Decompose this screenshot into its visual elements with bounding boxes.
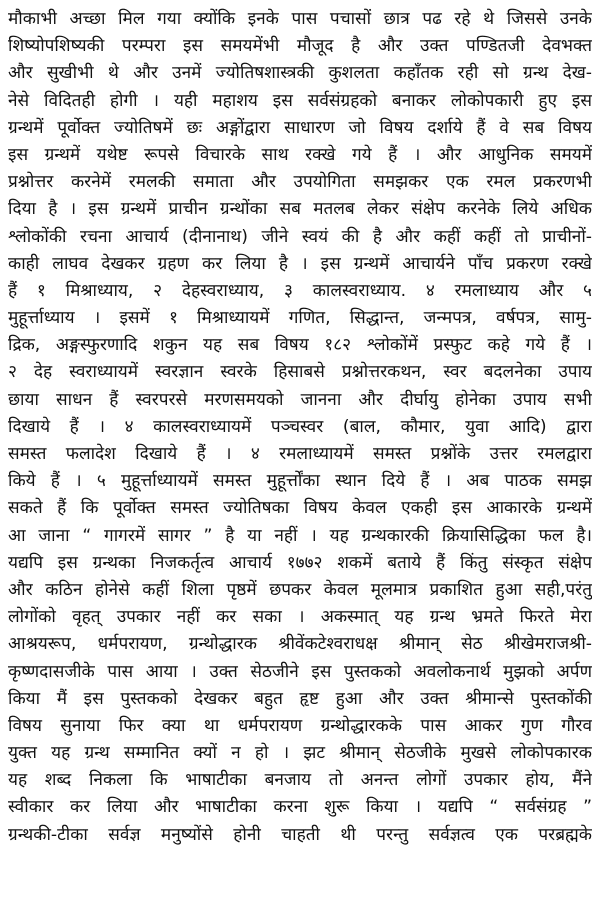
text-line: छाया साधन हैं स्वरपरसे मरणसमयको जानना और दीर्घायु होनेका उपाय सभी <box>8 389 592 410</box>
text-line: कृष्णदासजीके पास आया । उक्त सेठजीने इस पुस्तकको अवलोकनार्थ मुझको अर्पण <box>8 661 592 682</box>
text-line: श्लोकोंकी रचना आचार्य (दीनानाथ) जीने स्वयं की है और कहीं कहीं तो प्राचीनों- <box>8 226 592 247</box>
text-line: मौकाभी अच्छा मिल गया क्योंकि इनके पास पचासों छात्र पढ रहे थे जिससे उनके <box>8 9 592 29</box>
text-line: आश्रयरूप, धर्मपरायण, ग्रन्थोद्धारक श्रीवेंकटेश्वराधक्ष श्रीमान् सेठ श्रीखेमराजश्री- <box>8 634 592 655</box>
text-line: दिया है । इस ग्रन्थमें प्राचीन ग्रन्थोंका सब मतलब लेकर संक्षेप करनेके लिये अधिक <box>8 199 592 220</box>
text-line: युक्त यह ग्रन्थ सम्मानित क्यों न हो । झट श्रीमान् सेठजीके मुखसे लोकोपकारक <box>8 743 592 764</box>
text-line: दिखाये हैं । ४ कालस्वराध्यायमें पञ्चस्वर (बाल, कौमार, युवा आदि) द्वारा <box>8 416 592 437</box>
text-line: किया मैं इस पुस्तकको देखकर बहुत हृष्ट हुआ और उक्त श्रीमान्से पुस्तकोंकी <box>8 688 592 709</box>
text-line: द्रिक, अङ्गस्फुरणादि शकुन यह सब विषय १८२ श्लोकोंमें प्रस्फुट कहे गये हैं । <box>8 335 592 356</box>
text-line: किये हैं । ५ मुहूर्त्ताध्यायमें समस्त मुहूर्त्तोंका स्थान दिये हैं । अब पाठक समझ <box>8 471 592 492</box>
text-line: लोगोंको वृहत् उपकार नहीं कर सका । अकस्मात् यह ग्रन्थ भ्रमते फिरते मेरा <box>8 607 592 628</box>
text-line: हैं १ मिश्राध्याय, २ देहस्वराध्याय, ३ कालस्वराध्याय. ४ रमलाध्याय और ५ <box>8 280 592 301</box>
text-line: ग्रन्थकी-टीका सर्वज्ञ मनुष्योंसे होनी चाहती थी परन्तु सर्वज्ञत्व एक परब्रह्मके <box>8 824 592 845</box>
text-line: सकते हैं कि पूर्वोक्त समस्त ज्योतिषका विषय केवल एकही इस आकारके ग्रन्थमें <box>8 498 592 519</box>
text-line: ग्रन्थमें पूर्वोक्त ज्योतिषमें छः अङ्गोंद्वारा साधारण जो विषय दर्शाये हैं वे सब विषय <box>8 117 592 138</box>
text-line: यह शब्द निकला कि भाषाटीका बनजाय तो अनन्त लोगों उपकार होय, मैंने <box>8 770 592 791</box>
text-line: और कठिन होनेसे कहीं शिला पृष्ठमें छपकर केवल मूलमात्र प्रकाशित हुआ सही,परंतु <box>8 579 592 600</box>
text-line: विषय सुनाया फिर क्या था धर्मपरायण ग्रन्थोद्धारकके पास आकर गुण गौरव <box>8 715 592 736</box>
text-line: नेसे विदितही होगी । यही महाशय इस सर्वसंग्रहको बनाकर लोकोपकारी हुए इस <box>8 90 592 111</box>
text-line: और सुखीभी थे और उनमें ज्योतिषशास्त्रकी कुशलता कहाँतक रही सो ग्रन्थ देख- <box>8 63 592 84</box>
text-line: आ जाना “ गागरमें सागर ” है या नहीं । यह ग्रन्थकारकी क्रियासिद्धिका फल है। <box>8 525 592 546</box>
text-line: मुहूर्त्ताध्याय । इसमें १ मिश्राध्यायमें गणित, सिद्धान्त, जन्मपत्र, वर्षपत्र, सामु- <box>8 308 592 329</box>
text-line: स्वीकार कर लिया और भाषाटीका करना शुरू किया । यद्यपि “ सर्वसंग्रह ” <box>8 797 592 818</box>
text-line: शिष्योपशिष्यकी परम्परा इस समयमेंभी मौजूद है और उक्त पण्डितजी देवभक्त <box>8 36 592 57</box>
text-line: समस्त फलादेश दिखाये हैं । ४ रमलाध्यायमें समस्त प्रश्नोंके उत्तर रमलद्वारा <box>8 444 592 464</box>
text-line: इस ग्रन्थमें यथेष्ट रूपसे विचारके साथ रक्खे गये हैं । और आधुनिक समयमें <box>8 144 592 165</box>
text-line: यद्यपि इस ग्रन्थका निजकर्तृत्व आचार्य १७७२ शकमें बताये हैं किंतु संस्कृत संक्षेप <box>8 552 592 573</box>
text-line: काही लाघव देखकर ग्रहण कर लिया है । इस ग्रन्थमें आचार्यने पाँच प्रकरण रक्खे <box>8 253 592 274</box>
text-line: प्रश्नोत्तर करनेमें रमलकी समाता और उपयोगिता समझकर एक रमल प्रकरणभी <box>8 172 592 193</box>
text-line: २ देह स्वराध्यायमें स्वरज्ञान स्वरके हिसाबसे प्रश्नोत्तरकथन, स्वर बदलनेका उपाय <box>8 362 592 383</box>
